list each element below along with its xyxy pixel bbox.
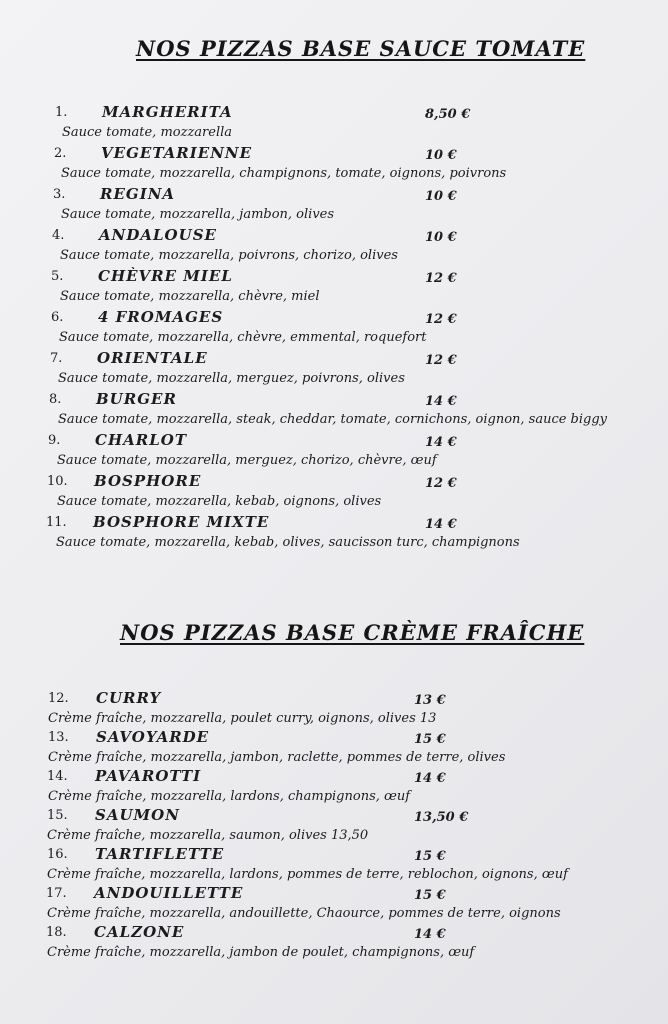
menu-item (0, 308, 668, 350)
item-price: 15 € (414, 732, 446, 747)
menu-item (0, 728, 668, 770)
item-name: ANDOUILLETTE (94, 884, 244, 902)
item-price: 8,50 € (425, 107, 471, 122)
item-name: SAUMON (95, 806, 180, 824)
item-description: Sauce tomate, mozzarella, champignons, tomate, oignons, poivrons (61, 166, 507, 181)
item-number: 11. (46, 515, 67, 530)
item-description: Sauce tomate, mozzarella, chèvre, emmental, roquefort (59, 330, 427, 345)
item-name: 4 FROMAGES (98, 308, 224, 326)
item-name: REGINA (100, 185, 176, 203)
item-number: 14. (47, 769, 68, 784)
menu-item (0, 923, 668, 965)
menu-item (0, 884, 668, 926)
item-description: Sauce tomate, mozzarella, steak, cheddar, tomate, cornichons, oignon, sauce biggy (58, 412, 608, 427)
item-name: CHARLOT (95, 431, 187, 449)
item-price: 12 € (425, 271, 457, 286)
item-name: TARTIFLETTE (95, 845, 225, 863)
item-number: 9. (48, 433, 61, 448)
item-price: 12 € (425, 312, 457, 327)
item-name: BOSPHORE MIXTE (93, 513, 270, 531)
menu-item (0, 144, 668, 186)
item-price: 14 € (425, 394, 457, 409)
item-description: Sauce tomate, mozzarella, chèvre, miel (60, 289, 320, 304)
item-number: 12. (48, 691, 69, 706)
item-name: BOSPHORE (94, 472, 202, 490)
menu-item (0, 472, 668, 514)
item-number: 8. (49, 392, 62, 407)
menu-item (0, 431, 668, 473)
item-name: BURGER (96, 390, 177, 408)
item-name: CALZONE (94, 923, 185, 941)
item-description: Sauce tomate, mozzarella, kebab, oignons, olives (57, 494, 382, 509)
item-number: 6. (51, 310, 64, 325)
menu-item (0, 267, 668, 309)
item-name: ORIENTALE (97, 349, 208, 367)
item-price: 14 € (414, 927, 446, 942)
section-title-sauce-tomate: NOS PIZZAS BASE SAUCE TOMATE (136, 36, 586, 61)
item-description: Crème fraîche, mozzarella, jambon de poulet, champignons, œuf (47, 945, 475, 960)
item-number: 18. (46, 925, 67, 940)
item-number: 16. (47, 847, 68, 862)
item-price: 13 € (414, 693, 446, 708)
menu-item (0, 103, 668, 145)
item-name: MARGHERITA (102, 103, 233, 121)
item-price: 14 € (425, 435, 457, 450)
item-name: CURRY (96, 689, 162, 707)
item-description: Sauce tomate, mozzarella (62, 125, 233, 140)
item-description: Crème fraîche, mozzarella, jambon, raclette, pommes de terre, olives (48, 750, 506, 765)
item-price: 15 € (414, 888, 446, 903)
item-number: 17. (46, 886, 67, 901)
menu-item (0, 806, 668, 848)
item-price: 12 € (425, 353, 457, 368)
item-name: VEGETARIENNE (101, 144, 253, 162)
item-name: PAVAROTTI (95, 767, 202, 785)
item-price: 10 € (425, 189, 457, 204)
item-name: ANDALOUSE (99, 226, 217, 244)
item-description: Sauce tomate, mozzarella, jambon, olives (61, 207, 335, 222)
item-description: Crème fraîche, mozzarella, andouillette, Chaource, pommes de terre, oignons (47, 906, 561, 921)
menu-item (0, 185, 668, 227)
section-title-creme-fraiche: NOS PIZZAS BASE CRÈME FRAÎCHE (120, 620, 585, 645)
item-price: 10 € (425, 148, 457, 163)
item-price: 14 € (414, 771, 446, 786)
item-description: Sauce tomate, mozzarella, kebab, olives, saucisson turc, champignons (56, 535, 520, 550)
item-description: Crème fraîche, mozzarella, poulet curry, oignons, olives 13 (48, 711, 437, 726)
item-number: 3. (53, 187, 66, 202)
item-description: Sauce tomate, mozzarella, merguez, chorizo, chèvre, œuf (57, 453, 437, 468)
menu-item (0, 513, 668, 555)
item-price: 15 € (414, 849, 446, 864)
item-number: 7. (50, 351, 63, 366)
menu-item (0, 349, 668, 391)
item-number: 4. (52, 228, 65, 243)
item-number: 15. (47, 808, 68, 823)
item-description: Crème fraîche, mozzarella, saumon, olives 13,50 (47, 828, 369, 843)
item-number: 1. (55, 105, 68, 120)
item-description: Crème fraîche, mozzarella, lardons, champignons, œuf (48, 789, 411, 804)
item-description: Crème fraîche, mozzarella, lardons, pommes de terre, reblochon, oignons, œuf (47, 867, 568, 882)
menu-item (0, 226, 668, 268)
menu-item (0, 845, 668, 887)
item-price: 12 € (425, 476, 457, 491)
item-name: CHÈVRE MIEL (98, 267, 233, 285)
item-price: 14 € (425, 517, 457, 532)
item-name: SAVOYARDE (96, 728, 210, 746)
menu-item (0, 390, 668, 432)
menu-item (0, 689, 668, 731)
item-description: Sauce tomate, mozzarella, merguez, poivrons, olives (58, 371, 405, 386)
item-price: 10 € (425, 230, 457, 245)
menu-item (0, 767, 668, 809)
item-description: Sauce tomate, mozzarella, poivrons, chorizo, olives (60, 248, 398, 263)
item-number: 2. (54, 146, 67, 161)
item-number: 10. (47, 474, 68, 489)
item-price: 13,50 € (414, 810, 469, 825)
item-number: 13. (48, 730, 69, 745)
item-number: 5. (51, 269, 64, 284)
